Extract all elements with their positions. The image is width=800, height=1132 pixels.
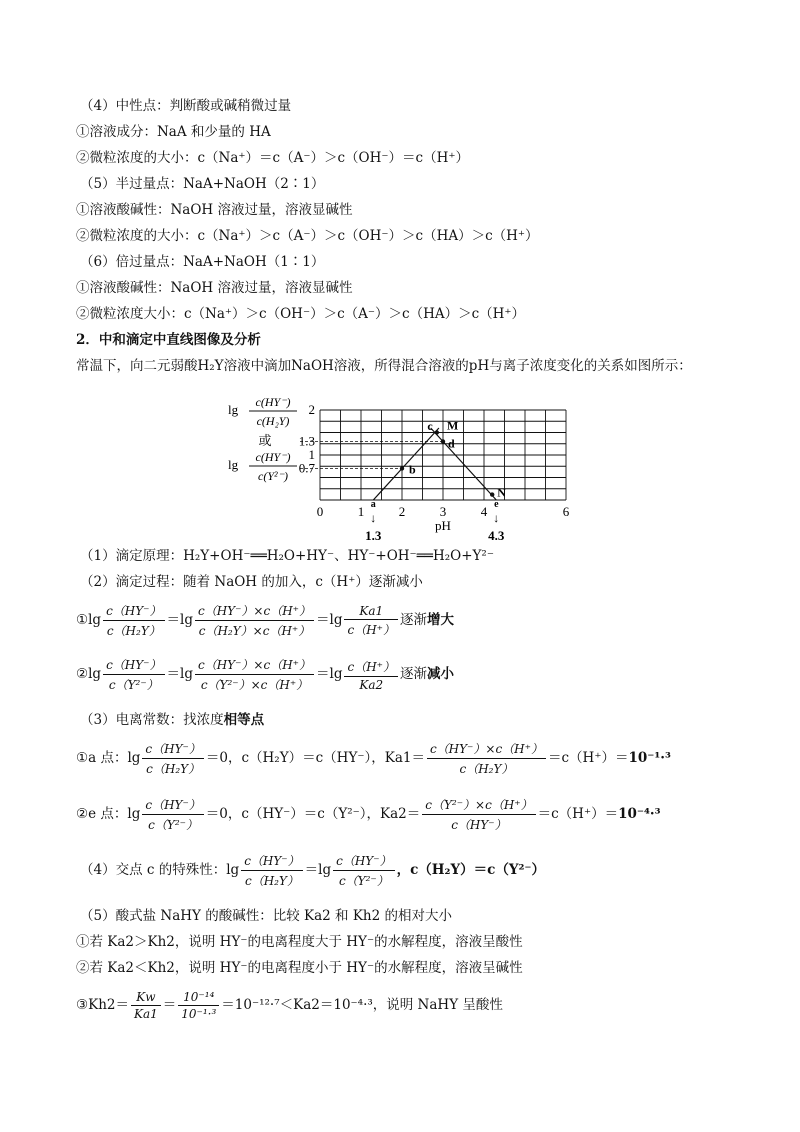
point-label-a: a [370, 499, 376, 510]
s2-r2-n2: c（HY⁻）×c（H⁺） [195, 656, 314, 675]
x-tick: 6 [562, 504, 570, 519]
point-label-c: c [427, 419, 433, 433]
s3-e-val: 10⁻⁴·³ [618, 806, 661, 822]
sec4-line2: ②微粒浓度的大小：c（Na⁺）＝c（A⁻）＞c（OH⁻）＝c（H⁺） [76, 150, 469, 166]
s3-title-bold: 相等点 [223, 712, 265, 728]
s4-frac2 [333, 852, 394, 889]
s3-e-tail: ＝c（H⁺）＝ [537, 806, 619, 822]
s2-r2-n3: c（H⁺） [344, 658, 398, 677]
ylabel-num1: c(HY⁻) [255, 395, 291, 409]
point-dot-c [435, 430, 439, 434]
sec5-title: （5）半过量点：NaA+NaOH（2∶1） [80, 176, 325, 192]
s2-r2-tail: 逐渐 [400, 666, 428, 682]
s1-text: （1）滴定原理：H₂Y+OH⁻══H₂O+HY⁻、HY⁻+OH⁻══H₂O+Y²⁻ [80, 548, 494, 564]
s2-r1-frac2 [195, 602, 314, 639]
s2-r1-tail: 逐渐 [400, 612, 428, 628]
s4-frac1 [241, 852, 302, 889]
y-tick: 1 [308, 447, 315, 462]
sec4-line1: ①溶液成分：NaA 和少量的 HA [76, 124, 271, 140]
s2-r1-frac3 [344, 604, 398, 638]
s3-a-d2: c（H₂Y） [459, 762, 514, 776]
s5-l3-d1: Ka1 [133, 1007, 158, 1021]
s3-a-frac1 [142, 740, 203, 777]
ylabel-num2: c(HY⁻) [255, 450, 291, 464]
s3-e-row [76, 796, 661, 833]
s5-line1: ①若 Ka2＞Kh2，说明 HY⁻的电离程度大于 HY⁻的水解程度，溶液呈酸性 [76, 934, 523, 950]
point-label-N: N [497, 485, 506, 500]
s3-e-frac1 [142, 796, 203, 833]
s2-r1-bold: 增大 [427, 612, 455, 628]
sec6-title: （6）倍过量点：NaA+NaOH（1∶1） [80, 254, 325, 270]
sec5-line1: ①溶液酸碱性：NaOH 溶液过量，溶液显碱性 [76, 202, 353, 218]
s3-title-pre: （3）电离常数：找浓度 [80, 712, 224, 728]
value-e: 4.3 [488, 528, 505, 542]
x-tick: 3 [439, 504, 447, 519]
point-label-d: d [448, 436, 455, 451]
s2-r1-frac1 [103, 602, 164, 639]
s4-pre: （4）交点 c 的特殊性：lg [80, 862, 240, 878]
part2-intro: 常温下，向二元弱酸H₂Y溶液中滴加NaOH溶液，所得混合溶液的pH与离子浓度变化的关系如图所示： [76, 358, 692, 374]
s5-line2: ②若 Ka2＜Kh2，说明 HY⁻的电离程度小于 HY⁻的水解程度，溶液呈碱性 [76, 960, 523, 976]
s2-r2-frac2 [195, 656, 314, 693]
sec6-line2: ②微粒浓度大小：c（Na⁺）＞c（OH⁻）＞c（A⁻）＞c（HA）＞c（H⁺） [76, 306, 526, 322]
s5-l3-frac2 [178, 990, 219, 1021]
point-label-M: M [446, 418, 459, 433]
series-line-M [373, 428, 439, 500]
s3-a-frac2 [427, 740, 546, 777]
s3-e-d1: c（Y²⁻） [148, 818, 198, 832]
point-label-b: b [409, 462, 416, 477]
s5-l3-n2: 10⁻¹⁴ [178, 990, 219, 1006]
s5-l3-d2: 10⁻¹·³ [181, 1007, 217, 1021]
s4-n2: c（HY⁻） [333, 852, 394, 871]
s2-r2-eq2: ＝lg [316, 666, 343, 682]
s2-row1 [76, 602, 454, 639]
part2-heading: 2．中和滴定中直线图像及分析 [76, 332, 261, 348]
s5-l3-frac1 [131, 990, 161, 1021]
s3-a-d1: c（H₂Y） [146, 762, 201, 776]
s5-line3 [76, 990, 503, 1021]
s2-r2-d2: c（Y²⁻）×c（H⁺） [200, 678, 309, 692]
s2-r1-n3: Ka1 [344, 604, 398, 620]
sec5-line2: ②微粒浓度的大小：c（Na⁺）＞c（A⁻）＞c（OH⁻）＞c（HA）＞c（H⁺） [76, 228, 539, 244]
point-dot-b [400, 466, 404, 470]
s2-r2-frac1 [103, 656, 164, 693]
s2-r2-eq: ＝lg [166, 666, 193, 682]
s2-r2-d3: Ka2 [359, 677, 384, 692]
s2-r2-frac3 [344, 658, 398, 692]
s3-title [80, 710, 264, 730]
s3-a-val: 10⁻¹·³ [628, 750, 671, 766]
y-tick: 0.7 [298, 460, 315, 476]
value-a: 1.3 [365, 528, 382, 542]
s2-row2 [76, 656, 454, 693]
ylabel-lg1: lg [228, 402, 239, 417]
s2-r1-pre: ①lg [76, 612, 102, 628]
s3-e-mid: ＝0，c（HY⁻）＝c（Y²⁻），Ka2＝ [205, 806, 421, 822]
s2-r1-n2: c（HY⁻）×c（H⁺） [195, 602, 314, 621]
x-tick: 1 [357, 504, 365, 519]
y-tick: 2 [308, 402, 315, 417]
s3-a-mid: ＝0，c（H₂Y）＝c（HY⁻），Ka1＝ [205, 750, 425, 766]
s2-r2-pre: ②lg [76, 666, 102, 682]
s3-a-tail: ＝c（H⁺）＝ [547, 750, 629, 766]
x-axis-label: pH [435, 518, 451, 533]
s4-eq: ＝lg [304, 862, 332, 878]
x-tick: 0 [316, 504, 324, 519]
s2-r2-bold: 减小 [427, 666, 455, 682]
ylabel-or: 或 [258, 433, 272, 448]
s2-r1-n1: c（HY⁻） [103, 602, 164, 621]
arrow-e: ↓ [493, 511, 500, 525]
s2-r1-eq: ＝lg [166, 612, 193, 628]
titration-graph [223, 392, 583, 542]
point-dot-d [441, 439, 445, 443]
s3-a-row [76, 740, 671, 777]
ylabel-den2: c(Y²⁻) [258, 469, 288, 483]
s4-tail: ，c（H₂Y）＝c（Y²⁻） [396, 862, 545, 878]
s4-d2: c（Y²⁻） [338, 874, 389, 888]
s2-r1-d1: c（H₂Y） [106, 624, 161, 638]
point-label-e: e [494, 499, 499, 510]
s5-l3-tail: ＝10⁻¹²·⁷＜Ka2＝10⁻⁴·³，说明 NaHY 呈酸性 [221, 997, 503, 1013]
s2-r1-d2: c（H₂Y）×c（H⁺） [198, 624, 311, 638]
s3-e-n1: c（HY⁻） [142, 796, 203, 815]
sec4-title: （4）中性点：判断酸或碱稍微过量 [80, 98, 292, 114]
s5-l3-n1: Kw [131, 990, 161, 1006]
s2-title: （2）滴定过程：随着 NaOH 的加入，c（H⁺）逐渐减小 [80, 574, 423, 590]
sec6-line1: ①溶液酸碱性：NaOH 溶液过量，溶液显碱性 [76, 280, 353, 296]
arrow-a: ↓ [370, 511, 377, 525]
s2-r2-d1: c（Y²⁻） [108, 678, 159, 692]
s3-e-n2: c（Y²⁻）×c（H⁺） [422, 796, 535, 815]
s4-d1: c（H₂Y） [244, 874, 299, 888]
s4-row [80, 852, 545, 889]
s3-a-pre: ①a 点：lg [76, 750, 141, 766]
ylabel-den1: c(H₂Y) [256, 414, 290, 428]
s2-r2-n1: c（HY⁻） [103, 656, 164, 675]
s5-title: （5）酸式盐 NaHY 的酸碱性：比较 Ka2 和 Kh2 的相对大小 [80, 908, 452, 924]
ylabel-lg2: lg [228, 457, 239, 472]
s3-a-n2: c（HY⁻）×c（H⁺） [427, 740, 546, 759]
s3-e-d2: c（HY⁻） [451, 818, 507, 832]
y-tick: 1.3 [298, 433, 315, 449]
s5-l3-eq: ＝ [162, 997, 177, 1013]
point-dot-N [490, 492, 494, 496]
s5-l3-pre: ③Kh2＝ [76, 997, 129, 1013]
s2-r1-eq2: ＝lg [316, 612, 343, 628]
x-tick: 4 [480, 504, 488, 519]
s3-e-pre: ②e 点：lg [76, 806, 141, 822]
s2-r1-d3: c（H⁺） [347, 622, 396, 637]
x-tick: 2 [398, 504, 406, 519]
s3-e-frac2 [422, 796, 535, 833]
s3-a-n1: c（HY⁻） [142, 740, 203, 759]
s4-n1: c（HY⁻） [241, 852, 302, 871]
